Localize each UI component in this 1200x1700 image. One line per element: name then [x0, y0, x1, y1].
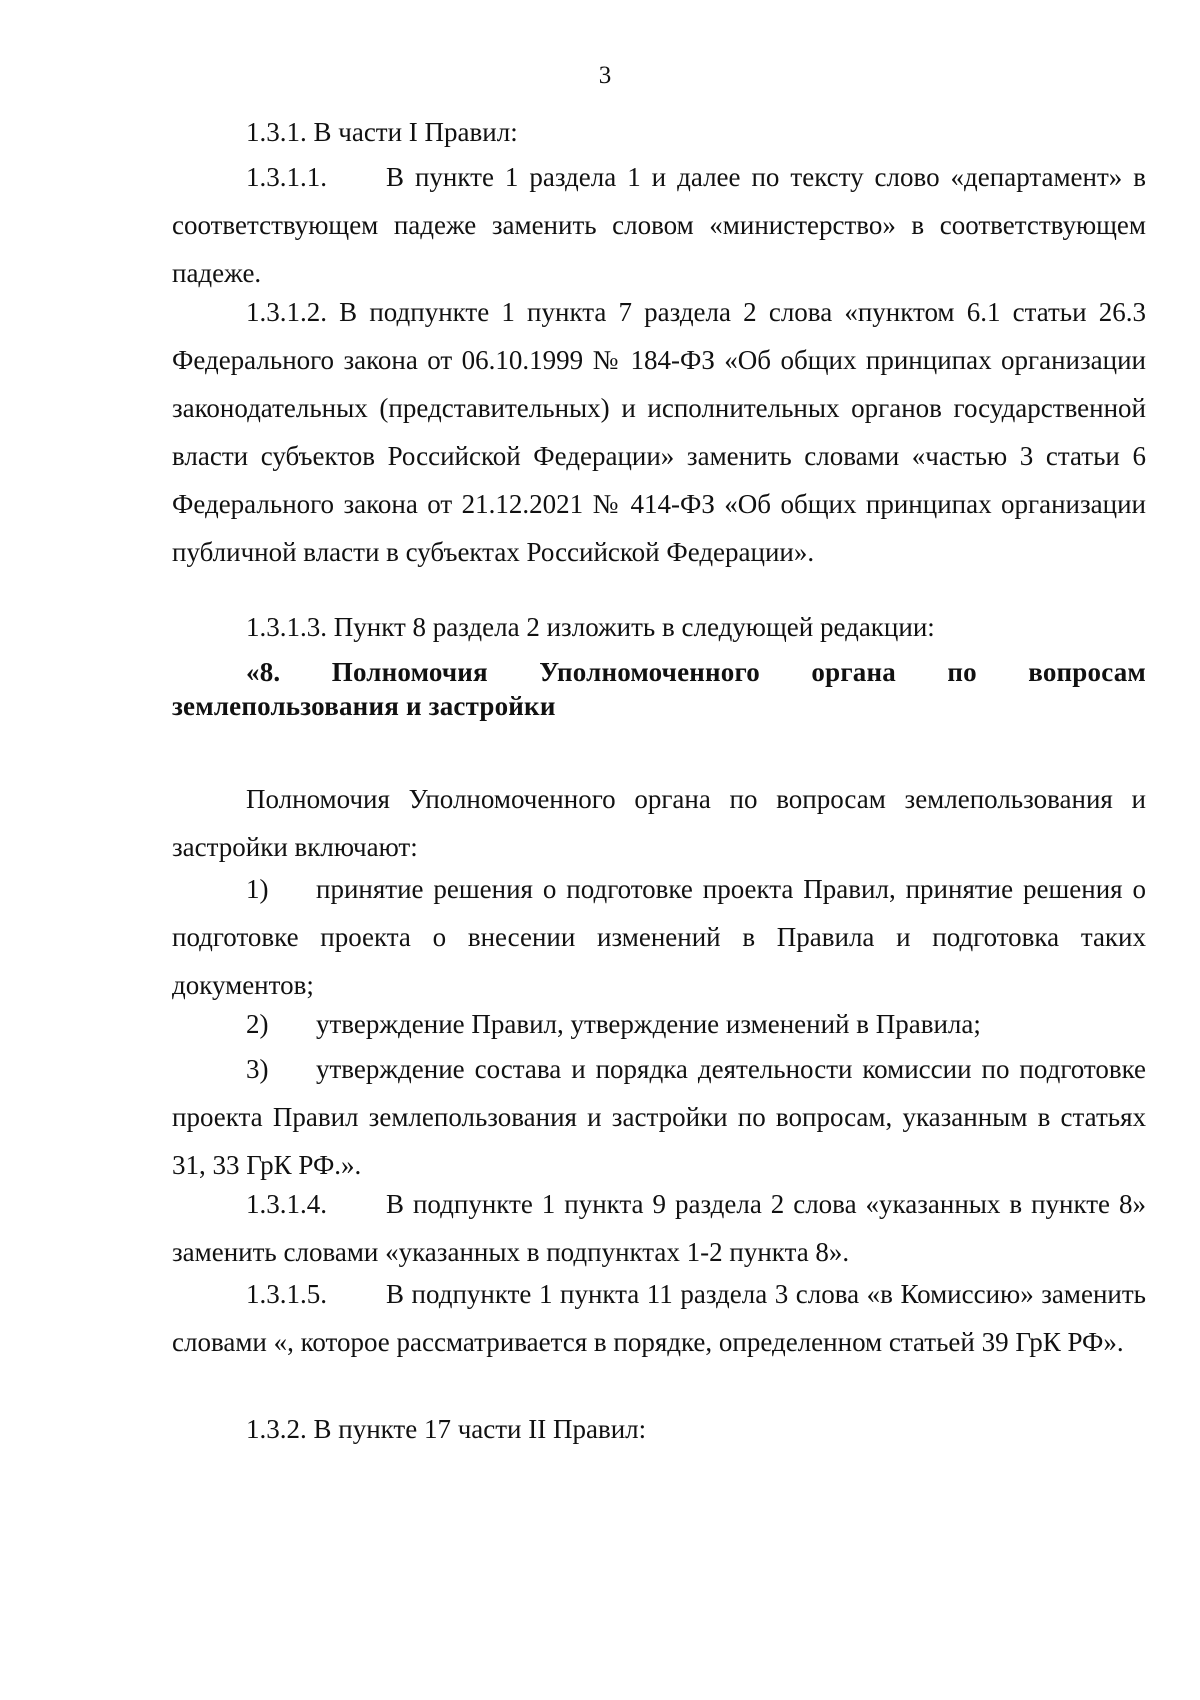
list-item-number: 3)	[246, 1054, 269, 1084]
list-item-3	[172, 1045, 1146, 1189]
paragraph-1-3-1: 1.3.1. В части I Правил:	[246, 117, 518, 147]
list-item-2	[172, 1000, 1146, 1048]
paragraph-1-3-1-4	[172, 1180, 1146, 1276]
list-item-text: утверждение состава и порядка деятельности комиссии по подготовке проекта Правил землепользования и застройки по вопросам, указанным в статьях 31, 33 ГрК РФ.».	[172, 1054, 1146, 1180]
page-number: 3	[598, 62, 612, 89]
paragraph-number: 1.3.1.5.	[246, 1279, 327, 1309]
paragraph-text: В подпункте 1 пункта 11 раздела 3 слова «в Комиссию» заменить словами «, которое рассматривается в порядке, определенном статьей 39 ГрК РФ».	[172, 1279, 1146, 1357]
paragraph-number: 1.3.1.1.	[246, 162, 327, 192]
paragraph-text: В подпункте 1 пункта 9 раздела 2 слова «указанных в пункте 8» заменить словами «указанных в подпунктах 1-2 пункта 8».	[172, 1189, 1146, 1267]
paragraph-1-3-1-3: 1.3.1.3. Пункт 8 раздела 2 изложить в следующей редакции:	[246, 612, 935, 642]
list-item-1	[172, 865, 1146, 1009]
paragraph-1-3-1-1	[172, 153, 1146, 297]
list-item-text: принятие решения о подготовке проекта Правил, принятие решения о подготовке проекта о внесении изменений в Правила и подготовка таких документов;	[172, 874, 1146, 1000]
list-item-number: 2)	[246, 1009, 269, 1039]
paragraph-powers-intro: Полномочия Уполномоченного органа по вопросам землепользования и застройки включают:	[172, 784, 1146, 862]
paragraph-1-3-1-2: 1.3.1.2. В подпункте 1 пункта 7 раздела 2 слова «пунктом 6.1 статьи 26.3 Федерального закона от 06.10.1999 № 184-ФЗ «Об общих принципах организации законодательных (представительных) и исполнительных органов государственной власти субъектов Российской Федерации» заменить словами «частью 3 статьи 6 Федерального закона от 21.12.2021 № 414-ФЗ «Об общих принципах организации публичной власти в субъектах Российской Федерации».	[172, 297, 1146, 567]
list-item-number: 1)	[246, 874, 269, 904]
paragraph-1-3-1-5	[172, 1270, 1146, 1366]
section-heading: «8. Полномочия Уполномоченного органа по вопросам землепользования и застройки	[172, 657, 1146, 721]
paragraph-number: 1.3.1.4.	[246, 1189, 327, 1219]
list-item-text: утверждение Правил, утверждение изменений в Правила;	[316, 1009, 981, 1039]
paragraph-text: В пункте 1 раздела 1 и далее по тексту слово «департамент» в соответствующем падеже заменить словом «министерство» в соответствующем падеже.	[172, 162, 1146, 288]
paragraph-1-3-2: 1.3.2. В пункте 17 части II Правил:	[246, 1414, 647, 1444]
